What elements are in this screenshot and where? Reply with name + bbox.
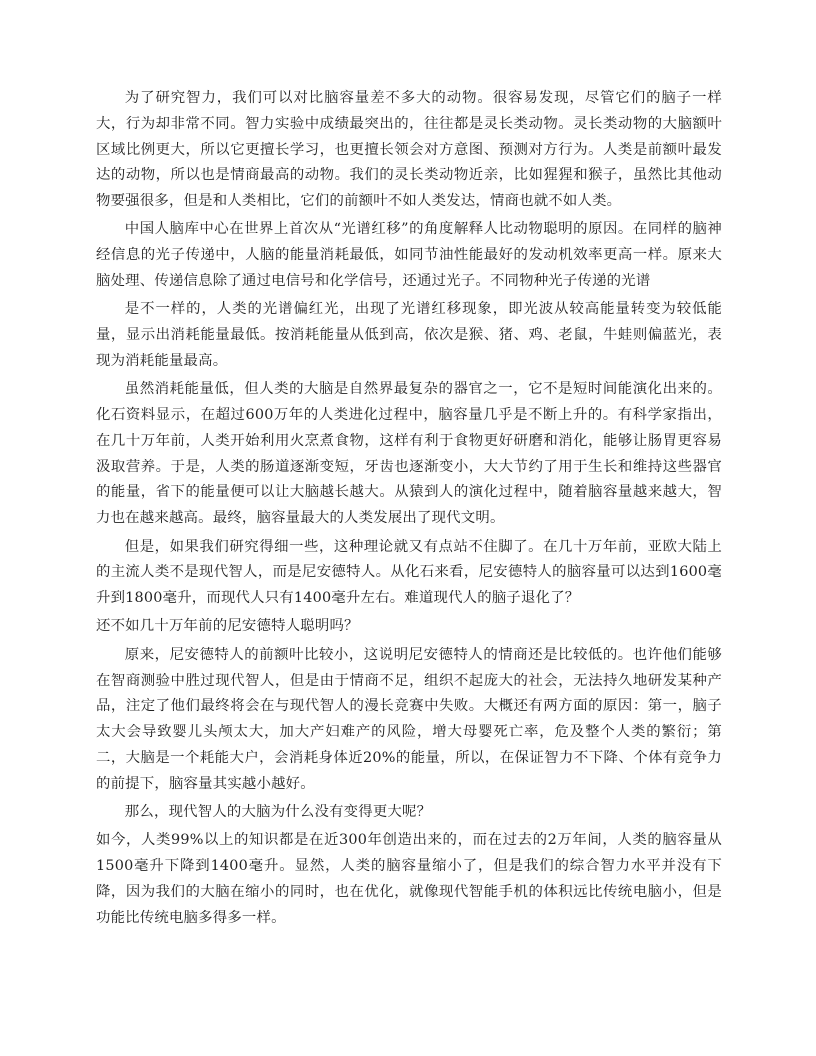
paragraph-9: 如今，人类99%以上的知识都是在近300年创造出来的，而在过去的2万年间，人类的脑容量从1500毫升下降到1400毫升。显然，人类的脑容量缩小了，但是我们的综合智力水平并没有下降，因为我们的大脑在缩小的同时，也在优化，就像现代智能手机的体积远比传统电脑小，但是功能比传统电脑多得多一样。 xyxy=(96,832,722,926)
paragraph-1: 为了研究智力，我们可以对比脑容量差不多大的动物。很容易发现，尽管它们的脑子一样大，行为却非常不同。智力实验中成绩最突出的，往往都是灵长类动物。灵长类动物的大脑额叶区域比例更大，所以它更擅长学习，也更擅长领会对方意图、预测对方行为。人类是前额叶最发达的动物，所以也是情商最高的动物。我们的灵长类动物近亲，比如猩猩和猴子，虽然比其他动物要强很多，但是和人类相比，它们的前额叶不如人类发达，情商也就不如人类。 xyxy=(96,90,722,210)
paragraph-6: 还不如几十万年前的尼安德特人聪明吗？ xyxy=(96,618,359,635)
paragraph-3: 是不一样的，人类的光谱偏红光，出现了光谱红移现象，即光波从较高能量转变为较低能量，显示出消耗能量最低。按消耗能量从低到高，依次是猴、猪、鸡、老鼠，牛蛙则偏蓝光，表现为消耗能量最高。 xyxy=(96,301,722,369)
paragraph-7: 原来，尼安德特人的前额叶比较小，这说明尼安德特人的情商还是比较低的。也许他们能够在智商测验中胜过现代智人，但是由于情商不足，组织不起庞大的社会，无法持久地研发某种产品，注定了他们最终将会在与现代智人的漫长竞赛中失败。大概还有两方面的原因：第一，脑子太大会导致婴儿头颅太大，加大产妇难产的风险，增大母婴死亡率，危及整个人类的繁衍；第二，大脑是一个耗能大户，会消耗身体近20%的能量，所以，在保证智力不下降、个体有竞争力的前提下，脑容量其实越小越好。 xyxy=(96,646,722,792)
document-body xyxy=(96,86,722,934)
paragraph-4: 虽然消耗能量低，但人类的大脑是自然界最复杂的器官之一，它不是短时间能演化出来的。化石资料显示，在超过600万年的人类进化过程中，脑容量几乎是不断上升的。有科学家指出，在几十万年前，人类开始利用火烹煮食物，这样有利于食物更好研磨和消化，能够让肠胃更容易汲取营养。于是，人类的肠道逐渐变短，牙齿也逐渐变小，大大节约了用于生长和维持这些器官的能量，省下的能量便可以让大脑越长越大。从猿到人的演化过程中，随着脑容量越来越大，智力也在越来越高。最终，脑容量最大的人类发展出了现代文明。 xyxy=(96,381,722,527)
paragraph-8: 那么，现代智人的大脑为什么没有变得更大呢？ xyxy=(124,804,432,821)
paragraph-2: 中国人脑库中心在世界上首次从“光谱红移”的角度解释人比动物聪明的原因。在同样的脑神经信息的光子传递中，人脑的能量消耗最低，如同节油性能最好的发动机效率更高一样。原来大脑处理、传递信息除了通过电信号和化学信号，还通过光子。不同物种光子传递的光谱 xyxy=(96,221,722,290)
paragraph-5: 但是，如果我们研究得细一些，这种理论就又有点站不住脚了。在几十万年前，亚欧大陆上的主流人类不是现代智人，而是尼安德特人。从化石来看，尼安德特人的脑容量可以达到1600毫升到1800毫升，而现代人只有1400毫升左右。难道现代人的脑子退化了？ xyxy=(96,538,722,607)
